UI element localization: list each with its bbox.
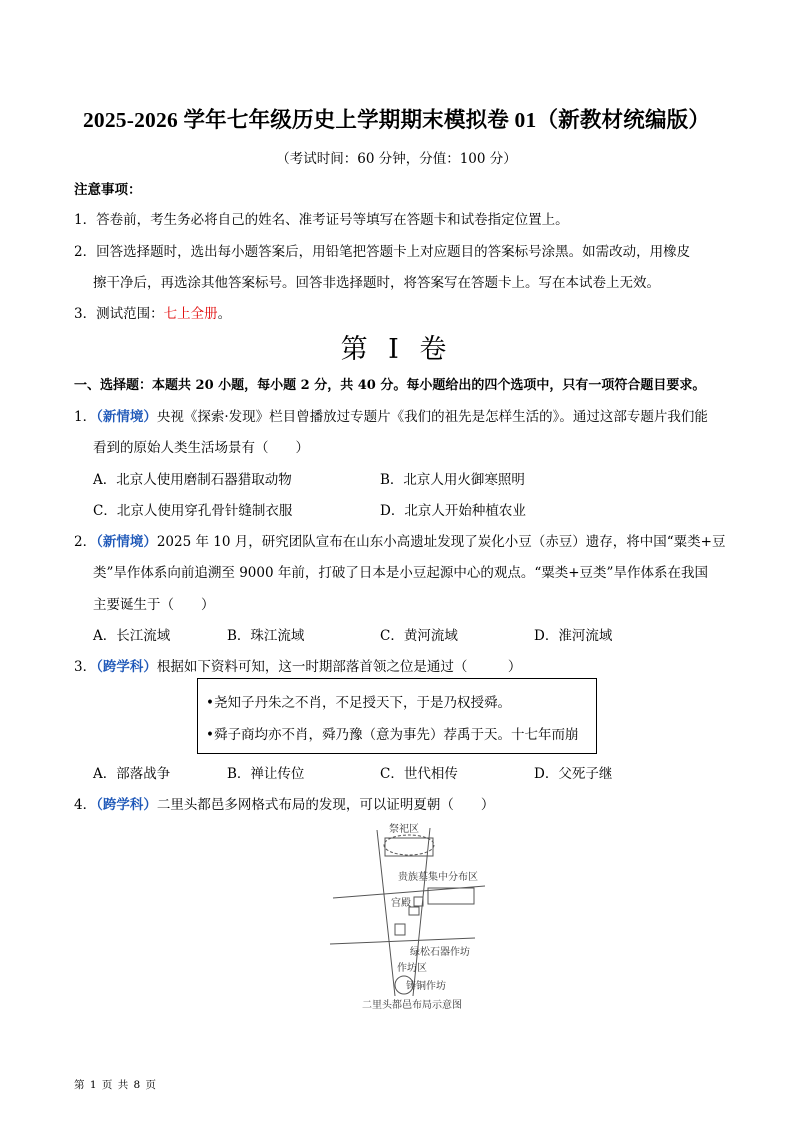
section-title: 第 I 卷 <box>340 334 453 365</box>
palace-rect <box>414 897 423 906</box>
map-label-turquoise: 绿松石器作坊 <box>410 947 470 958</box>
question-text: 2025 年 10 月，研究团队宣布在山东小高遗址发现了炭化小豆（赤豆）遗存，将中国“粟类+豆 <box>156 534 726 550</box>
notice-item-text: 答卷前，考生务必将自己的姓名、准考证号等填写在答题卡和试卷指定位置上。 <box>96 212 569 228</box>
notice-item-1 <box>74 208 569 228</box>
exam-title: 2025-2026 学年七年级历史上学期期末模拟卷 01（新教材统编版） <box>82 108 711 132</box>
option-a[interactable]: A．部落战争 <box>93 766 171 782</box>
notice-item-2 <box>74 240 690 260</box>
question-4 <box>74 793 494 813</box>
option-c[interactable]: C．世代相传 <box>380 766 458 782</box>
question-2 <box>74 530 725 550</box>
map-label-bronze: 铸铜作坊 <box>406 981 446 992</box>
question-1 <box>74 405 708 425</box>
notice-item-text: 回答选择题时，选出每小题答案后，用铅笔把答题卡上对应题目的答案标号涂黑。如需改动，用橡皮 <box>96 244 691 260</box>
option-a[interactable]: A．北京人使用磨制石器猎取动物 <box>93 472 292 488</box>
notice-item-end: 。 <box>217 306 232 322</box>
notice-item-num: 2． <box>74 244 97 260</box>
question-text-cont: 类”旱作体系向前追溯至 9000 年前，打破了日本是小豆起源中心的观点。“粟类+豆类”旱作体系在我国 <box>93 565 708 581</box>
map-label-palace: 宫殿 <box>391 898 411 909</box>
map-label-tomb: 贵族墓集中分布区 <box>398 872 478 883</box>
map-caption: 二里头都邑布局示意图 <box>362 1000 462 1011</box>
notice-item-3 <box>74 302 231 322</box>
option-c[interactable]: C．北京人使用穿孔骨针缝制衣服 <box>93 503 293 519</box>
question-text: 央视《探索·发现》栏目曾播放过专题片《我们的祖先是怎样生活的》。通过这部专题片我们能 <box>156 409 708 425</box>
question-num: 1． <box>74 409 97 425</box>
erlitou-layout-map <box>325 818 495 1018</box>
question-tag: （新情境） <box>96 534 157 550</box>
option-b[interactable]: B．北京人用火御寒照明 <box>380 472 525 488</box>
question-text-cont: 看到的原始人类生活场景有（ ） <box>93 440 309 456</box>
option-a[interactable]: A．长江流域 <box>93 628 171 644</box>
part-heading: 一、选择题：本题共 20 小题，每小题 2 分，共 40 分。每小题给出的四个选项中，只有一项符合题目要求。 <box>74 378 706 393</box>
question-text: 根据如下资料可知，这一时期部落首领之位是通过（ ） <box>156 659 522 675</box>
option-d[interactable]: D．北京人开始种植农业 <box>380 503 526 519</box>
option-d[interactable]: D．淮河流域 <box>534 628 613 644</box>
question-3 <box>74 655 521 675</box>
option-c[interactable]: C．黄河流域 <box>380 628 458 644</box>
notice-item-2-cont: 擦干净后，再选涂其他答案标号。回答非选择题时，将答案写在答题卡上。写在本试卷上无效。 <box>93 275 660 291</box>
source-line-2: •舜子商均亦不肖，舜乃豫（意为事先）荐禹于天。十七年而崩 <box>206 727 579 743</box>
notice-item-num: 3． <box>74 306 97 322</box>
question-text: 二里头都邑多网格式布局的发现，可以证明夏朝（ ） <box>156 797 495 813</box>
map-label-workshop: 作坊区 <box>397 963 427 974</box>
question-text-cont: 主要诞生于（ ） <box>93 597 215 613</box>
map-road-line <box>377 830 395 996</box>
question-num: 4． <box>74 797 97 813</box>
option-d[interactable]: D．父死子继 <box>534 766 613 782</box>
option-b[interactable]: B．禅让传位 <box>227 766 305 782</box>
question-tag: （跨学科） <box>96 659 157 675</box>
notice-heading: 注意事项： <box>74 182 142 198</box>
ritual-area-rect <box>385 838 433 856</box>
notice-item-text: 测试范围： <box>96 306 164 322</box>
source-material-box <box>197 678 597 754</box>
option-b[interactable]: B．珠江流域 <box>227 628 305 644</box>
question-tag: （新情境） <box>96 409 157 425</box>
palace-rect <box>395 924 405 935</box>
test-scope: 七上全册 <box>163 306 218 322</box>
source-line-1: •尧知子丹朱之不肖，不足授天下，于是乃权授舜。 <box>206 695 511 711</box>
notice-item-num: 1． <box>74 212 97 228</box>
exam-subtitle: （考试时间：60 分钟，分值：100 分） <box>276 151 517 167</box>
question-num: 3． <box>74 659 97 675</box>
page-footer: 第 1 页 共 8 页 <box>74 1079 158 1091</box>
question-num: 2． <box>74 534 97 550</box>
map-label-ritual: 祭祀区 <box>389 824 419 835</box>
question-tag: （跨学科） <box>96 797 157 813</box>
map-road-line <box>330 938 475 944</box>
